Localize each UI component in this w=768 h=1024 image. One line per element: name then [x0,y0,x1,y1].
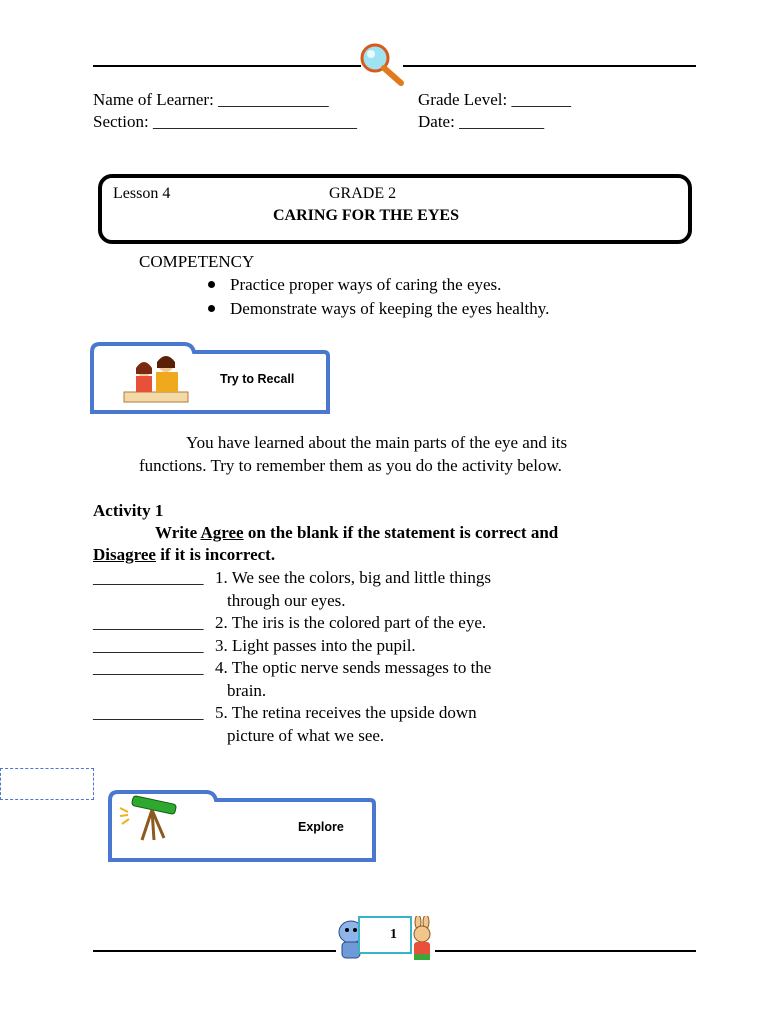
answer-blank-1[interactable]: _____________ [93,568,204,587]
grade-label: GRADE 2 [329,185,397,202]
activity-title: Activity 1 [93,501,164,520]
answer-blank-2[interactable]: _____________ [93,613,204,632]
statement-1: 1. We see the colors, big and little things [215,568,491,587]
answer-blank-4[interactable]: _____________ [93,658,204,677]
instruction-text: on the blank if the statement is correct and [243,523,559,542]
telescope-icon [118,794,184,844]
activity-instruction-line1 [155,522,558,544]
top-rule-left [93,65,361,67]
competency-item: Demonstrate ways of keeping the eyes healthy. [230,299,550,318]
statement-3: 3. Light passes into the pupil. [215,636,416,655]
disagree-keyword: Disagree [93,545,156,564]
statement-5-cont: picture of what we see. [227,726,385,745]
section-field[interactable]: Section: ________________________ [93,112,357,131]
competency-item: Practice proper ways of caring the eyes. [230,275,502,294]
date-field[interactable]: Date: __________ [418,112,545,131]
competency-heading: COMPETENCY [139,252,255,271]
bottom-rule-right [435,950,696,952]
explore-label: Explore [298,820,344,834]
page-number: 1 [390,927,397,942]
instruction-text: Write [155,523,201,542]
grade-level-field[interactable]: Grade Level: _______ [418,90,571,109]
bullet-icon [208,305,215,312]
reading-kids-illustration [122,350,192,404]
bottom-rule-left [93,950,336,952]
try-to-recall-label: Try to Recall [220,372,295,386]
cartoon-mascot-right [404,916,438,962]
top-rule-right [403,65,696,67]
magnifier-icon [355,40,410,88]
statement-4-cont: brain. [227,681,267,700]
recall-intro-line2: functions. Try to remember them as you do the activity below. [139,456,562,475]
lesson-number: Lesson 4 [113,185,171,202]
activity-instruction-line2 [93,544,275,566]
statement-1-cont: through our eyes. [227,591,346,610]
bullet-icon [208,281,215,288]
answer-blank-5[interactable]: _____________ [93,703,204,722]
instruction-text: if it is incorrect. [155,545,276,564]
answer-blank-3[interactable]: _____________ [93,636,204,655]
recall-intro-line1: You have learned about the main parts of the eye and its [186,433,568,452]
dashed-placeholder-box [0,768,94,800]
statement-2: 2. The iris is the colored part of the eye. [215,613,487,632]
lesson-title: CARING FOR THE EYES [273,207,459,224]
agree-keyword: Agree [200,523,244,542]
statement-5: 5. The retina receives the upside down [215,703,477,722]
statement-4: 4. The optic nerve sends messages to the [215,658,492,677]
name-of-learner-field[interactable]: Name of Learner: _____________ [93,90,329,109]
